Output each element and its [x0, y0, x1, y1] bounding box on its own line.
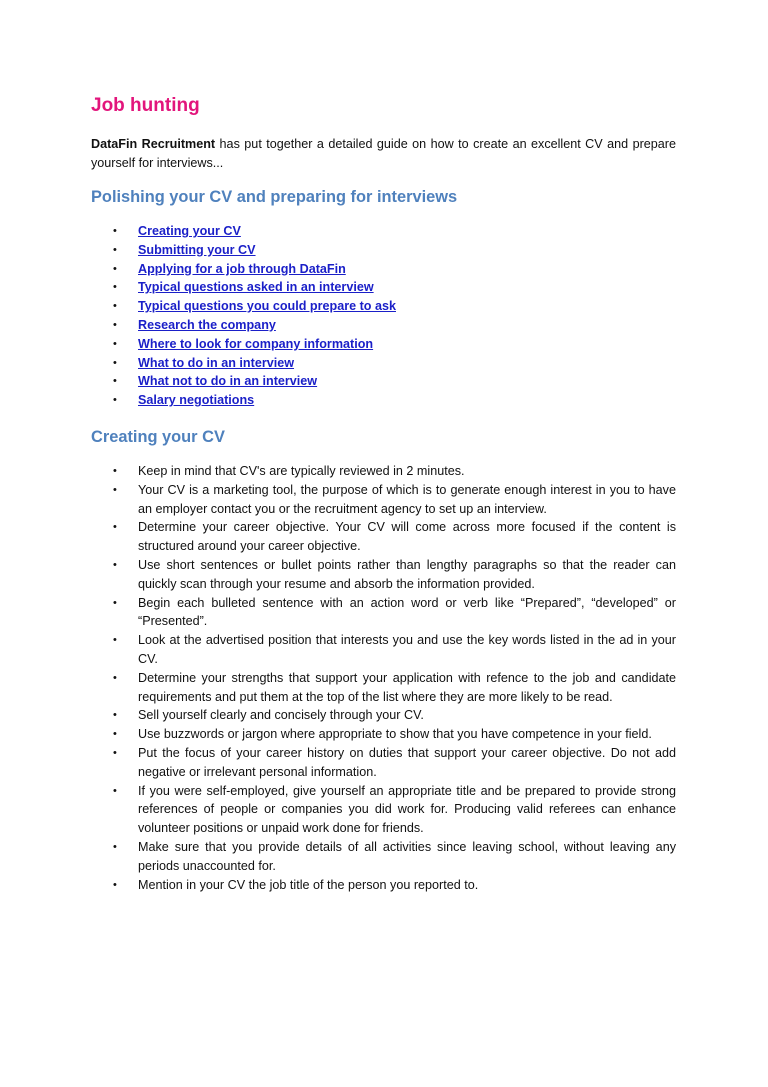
tip-text: Your CV is a marketing tool, the purpose of which is to generate enough interest in you to have an employer contact you or the recruitment agency to set up an interview. — [138, 482, 676, 516]
toc-link[interactable]: Research the company — [138, 317, 276, 332]
toc-item — [91, 391, 676, 410]
bullet-icon: • — [113, 225, 117, 237]
intro-text: has put together a detailed guide on how to create an excellent CV and prepare yourself for interviews... — [91, 137, 676, 170]
bullet-icon: • — [113, 300, 117, 313]
bullet-icon: • — [113, 394, 117, 407]
list-item — [91, 594, 676, 632]
bullet-icon: • — [113, 634, 117, 647]
bullet-icon: • — [113, 375, 117, 388]
toc-link[interactable]: Typical questions asked in an interview — [138, 280, 374, 295]
list-item — [91, 706, 676, 725]
list-item — [91, 744, 676, 782]
bullet-icon: • — [113, 596, 117, 609]
bullet-icon: • — [113, 784, 117, 797]
toc-link[interactable]: Submitting your CV — [138, 242, 256, 257]
page-title: Job hunting — [91, 95, 200, 116]
tip-text: Begin each bulleted sentence with an action word or verb like “Prepared”, “developed” or “Presented”. — [138, 595, 676, 629]
bullet-icon: • — [113, 243, 117, 256]
toc-item — [91, 316, 676, 335]
toc-item — [91, 278, 676, 297]
bullet-icon: • — [113, 878, 117, 891]
list-item — [91, 518, 676, 556]
toc-link[interactable]: Creating your CV — [138, 224, 241, 238]
toc-link[interactable]: Salary negotiations — [138, 393, 255, 408]
bullet-icon: • — [113, 728, 117, 741]
bullet-icon: • — [113, 464, 117, 477]
tip-text: Make sure that you provide details of all activities since leaving school, without leaving any periods unaccounted for. — [138, 839, 676, 873]
toc-item — [91, 241, 676, 260]
list-item — [91, 462, 676, 481]
bullet-icon: • — [113, 521, 117, 534]
toc-item — [91, 260, 676, 279]
list-item — [91, 876, 676, 895]
bullet-icon: • — [113, 671, 117, 684]
bullet-icon: • — [113, 709, 117, 722]
tip-text: Keep in mind that CV's are typically reviewed in 2 minutes. — [138, 463, 465, 478]
bullet-icon: • — [113, 262, 117, 275]
tip-text: If you were self-employed, give yourself an appropriate title and be prepared to provide strong references of people or companies you did work for. Producing valid referees can enhance volunteer positions or unpaid work done for friends. — [138, 783, 676, 836]
bullet-icon: • — [113, 337, 117, 350]
toc-item — [91, 297, 676, 316]
intro-paragraph — [91, 135, 676, 173]
tip-text: Determine your career objective. Your CV will come across more focused if the content is structured around your career objective. — [138, 520, 676, 554]
toc-item — [91, 354, 676, 373]
bullet-icon: • — [113, 483, 117, 496]
list-item — [91, 782, 676, 838]
toc-link[interactable]: Applying for a job through DataFin — [138, 261, 346, 276]
bullet-icon: • — [113, 558, 117, 571]
polishing-heading: Polishing your CV and preparing for interviews — [91, 188, 458, 206]
list-item — [91, 481, 676, 519]
bullet-icon: • — [113, 318, 117, 331]
list-item — [91, 556, 676, 594]
toc-list — [91, 222, 676, 410]
bullet-icon: • — [113, 356, 117, 369]
list-item — [91, 725, 676, 744]
tip-text: Use buzzwords or jargon where appropriate to show that you have competence in your field. — [138, 727, 652, 742]
intro-brand: DataFin Recruitment — [91, 137, 216, 151]
tip-text: Use short sentences or bullet points rather than lengthy paragraphs so that the reader can quickly scan through your resume and absorb the information provided. — [138, 557, 676, 591]
toc-item — [91, 372, 676, 391]
bullet-icon: • — [113, 840, 117, 853]
creating-cv-heading: Creating your CV — [91, 427, 225, 446]
toc-item — [91, 335, 676, 354]
list-item — [91, 669, 676, 707]
toc-link[interactable]: What to do in an interview — [138, 355, 295, 370]
bullet-icon: • — [113, 746, 117, 759]
tip-text: Look at the advertised position that interests you and use the key words listed in the ad in your CV. — [138, 633, 676, 666]
list-item — [91, 631, 676, 669]
toc-link[interactable]: Where to look for company information — [138, 336, 374, 351]
tip-text: Determine your strengths that support your application with refence to the job and candidate requirements and put them at the top of the list where they are more likely to be read. — [138, 670, 676, 704]
tip-text: Mention in your CV the job title of the person you reported to. — [138, 877, 479, 892]
tip-text: Put the focus of your career history on duties that support your career objective. Do not add negative or irrelevant personal information. — [138, 745, 676, 779]
cv-tips-list — [91, 462, 676, 894]
document-page — [91, 92, 676, 894]
toc-item — [91, 222, 676, 241]
list-item — [91, 838, 676, 876]
bullet-icon: • — [113, 281, 117, 294]
toc-link[interactable]: Typical questions you could prepare to ask — [138, 299, 396, 314]
toc-link[interactable]: What not to do in an interview — [138, 374, 318, 389]
tip-text: Sell yourself clearly and concisely through your CV. — [138, 708, 424, 723]
